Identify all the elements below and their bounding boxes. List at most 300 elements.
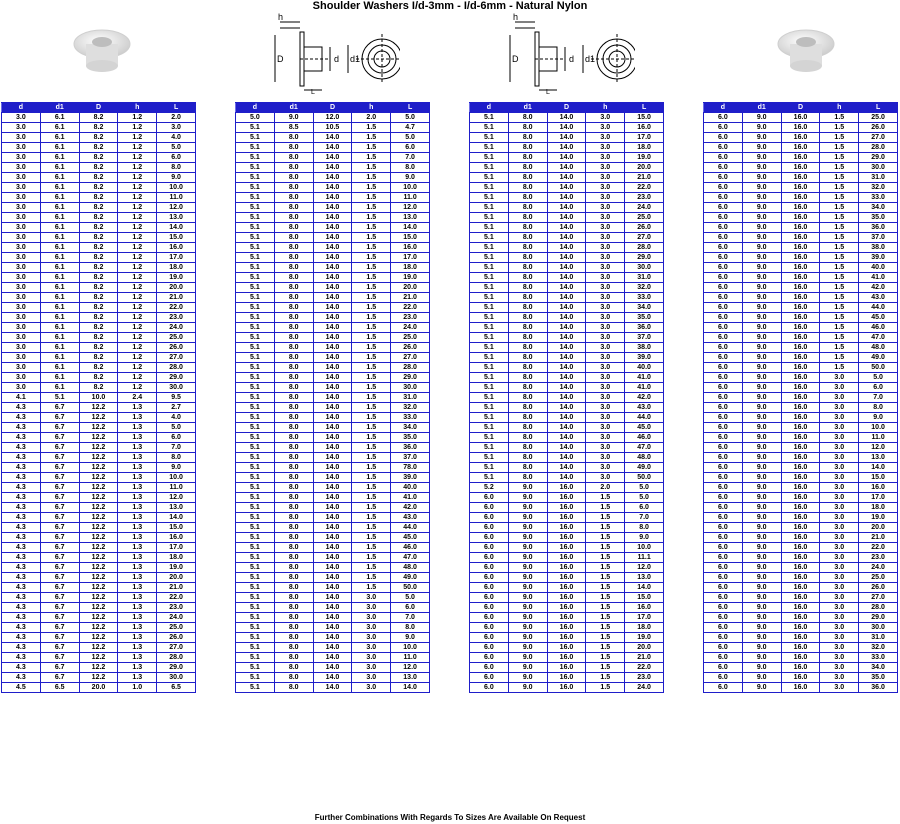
table-cell: 8.0 [274, 473, 313, 483]
table-cell: 10.5 [313, 123, 352, 133]
table-cell: 14.0 [547, 373, 586, 383]
table-cell: 14.0 [313, 183, 352, 193]
table-cell: 5.1 [470, 463, 509, 473]
table-row [2, 533, 196, 543]
table-row [470, 543, 664, 553]
table-cell: 41.0 [625, 373, 664, 383]
table-cell: 8.0 [274, 393, 313, 403]
table-cell: 8.0 [508, 293, 547, 303]
table-cell: 19.0 [859, 513, 898, 523]
table-cell: 22.0 [391, 303, 430, 313]
table-cell: 6.0 [470, 673, 509, 683]
table-cell: 16.0 [157, 243, 196, 253]
table-cell: 16.0 [781, 283, 820, 293]
table-row [236, 413, 430, 423]
table-cell: 5.1 [470, 413, 509, 423]
table-cell: 6.0 [704, 583, 743, 593]
table-cell: 1.2 [118, 163, 157, 173]
table-cell: 16.0 [781, 383, 820, 393]
table-cell: 3.0 [820, 513, 859, 523]
table-row [704, 273, 898, 283]
table-cell: 32.0 [625, 283, 664, 293]
table-cell: 6.1 [40, 263, 79, 273]
table-cell: 4.3 [2, 403, 41, 413]
table-cell: 28.0 [157, 363, 196, 373]
table-cell: 6.1 [40, 363, 79, 373]
table-cell: 14.0 [547, 343, 586, 353]
table-cell: 25.0 [859, 573, 898, 583]
table-cell: 18.0 [391, 263, 430, 273]
table-cell: 5.1 [236, 393, 275, 403]
table-row [236, 543, 430, 553]
table-cell: 5.1 [470, 363, 509, 373]
table-cell: 9.0 [508, 583, 547, 593]
table-cell: 1.5 [352, 393, 391, 403]
table-cell: 1.2 [118, 273, 157, 283]
table-cell: 34.0 [859, 203, 898, 213]
table-row [2, 233, 196, 243]
label-d: d [569, 54, 575, 64]
table-row [704, 163, 898, 173]
table-cell: 13.0 [625, 573, 664, 583]
table-row [2, 323, 196, 333]
table-cell: 14.0 [547, 333, 586, 343]
table-cell: 9.0 [742, 583, 781, 593]
table-cell: 1.2 [118, 213, 157, 223]
table-cell: 1.5 [586, 543, 625, 553]
column-header: d [2, 103, 41, 113]
table-cell: 6.0 [470, 513, 509, 523]
table-cell: 5.1 [236, 373, 275, 383]
table-cell: 3.0 [586, 173, 625, 183]
table-row [236, 633, 430, 643]
table-cell: 3.0 [586, 263, 625, 273]
table-row [470, 623, 664, 633]
table-cell: 4.3 [2, 553, 41, 563]
table-cell: 1.3 [118, 503, 157, 513]
table-cell: 8.0 [274, 413, 313, 423]
table-cell: 1.2 [118, 343, 157, 353]
table-cell: 9.0 [742, 453, 781, 463]
table-cell: 8.0 [274, 143, 313, 153]
table-cell: 1.5 [586, 643, 625, 653]
table-cell: 24.0 [625, 203, 664, 213]
table-cell: 9.0 [742, 463, 781, 473]
table-row [236, 683, 430, 693]
table-cell: 1.3 [118, 483, 157, 493]
table-row [236, 243, 430, 253]
table-cell: 13.0 [157, 503, 196, 513]
table-row [704, 173, 898, 183]
table-cell: 12.2 [79, 583, 118, 593]
table-cell: 14.0 [547, 213, 586, 223]
table-cell: 9.0 [742, 253, 781, 263]
table-cell: 5.0 [625, 493, 664, 503]
table-row [470, 183, 664, 193]
table-cell: 16.0 [547, 493, 586, 503]
table-cell: 25.0 [157, 333, 196, 343]
table-cell: 1.2 [118, 353, 157, 363]
table-cell: 16.0 [625, 123, 664, 133]
table-cell: 8.0 [274, 573, 313, 583]
table-cell: 14.0 [313, 503, 352, 513]
table-cell: 9.0 [742, 283, 781, 293]
table-cell: 2.4 [118, 393, 157, 403]
table-cell: 1.2 [118, 233, 157, 243]
table-cell: 3.0 [2, 203, 41, 213]
table-cell: 6.1 [40, 323, 79, 333]
table-cell: 8.0 [274, 163, 313, 173]
table-cell: 9.0 [508, 493, 547, 503]
table-cell: 1.5 [352, 313, 391, 323]
table-cell: 8.2 [79, 123, 118, 133]
table-row [704, 203, 898, 213]
table-row [2, 573, 196, 583]
table-cell: 9.0 [391, 173, 430, 183]
table-row [2, 623, 196, 633]
table-cell: 6.0 [704, 683, 743, 693]
table-cell: 1.2 [118, 123, 157, 133]
table-cell: 34.0 [391, 423, 430, 433]
table-cell: 16.0 [781, 663, 820, 673]
table-cell: 1.3 [118, 643, 157, 653]
table-cell: 18.0 [625, 143, 664, 153]
table-row [2, 443, 196, 453]
table-cell: 4.3 [2, 613, 41, 623]
table-cell: 3.0 [586, 453, 625, 463]
table-row [470, 393, 664, 403]
table-row [470, 333, 664, 343]
table-cell: 8.0 [274, 453, 313, 463]
table-cell: 1.2 [118, 173, 157, 183]
table-cell: 16.0 [547, 633, 586, 643]
table-cell: 1.3 [118, 543, 157, 553]
table-cell: 29.0 [157, 373, 196, 383]
table-cell: 27.0 [625, 233, 664, 243]
table-cell: 6.0 [859, 383, 898, 393]
table-cell: 12.0 [859, 443, 898, 453]
table-cell: 14.0 [313, 413, 352, 423]
table-cell: 5.1 [236, 303, 275, 313]
table-cell: 6.7 [40, 543, 79, 553]
table-cell: 16.0 [547, 513, 586, 523]
table-cell: 3.0 [820, 653, 859, 663]
table-cell: 5.1 [236, 653, 275, 663]
table-cell: 48.0 [859, 343, 898, 353]
table-cell: 3.0 [820, 553, 859, 563]
table-cell: 4.3 [2, 583, 41, 593]
table-cell: 3.0 [586, 423, 625, 433]
table-cell: 3.0 [2, 243, 41, 253]
table-cell: 6.0 [391, 603, 430, 613]
table-cell: 22.0 [625, 183, 664, 193]
table-cell: 8.0 [508, 133, 547, 143]
table-cell: 9.0 [742, 483, 781, 493]
table-row [2, 463, 196, 473]
table-cell: 9.0 [742, 173, 781, 183]
table-row [470, 313, 664, 323]
table-row [236, 303, 430, 313]
table-cell: 1.5 [820, 173, 859, 183]
table-cell: 6.0 [470, 553, 509, 563]
table-cell: 6.0 [704, 493, 743, 503]
table-cell: 4.3 [2, 443, 41, 453]
table-cell: 1.5 [352, 343, 391, 353]
table-row [2, 213, 196, 223]
table-cell: 8.0 [508, 363, 547, 373]
table-row [704, 443, 898, 453]
table-cell: 1.5 [352, 453, 391, 463]
table-row [236, 193, 430, 203]
table-row [236, 613, 430, 623]
table-cell: 4.3 [2, 433, 41, 443]
table-cell: 5.1 [236, 363, 275, 373]
table-row [470, 563, 664, 573]
table-cell: 16.0 [781, 653, 820, 663]
table-row [704, 213, 898, 223]
table-cell: 12.2 [79, 613, 118, 623]
table-cell: 9.0 [742, 143, 781, 153]
table-cell: 6.0 [704, 113, 743, 123]
table-cell: 5.1 [470, 123, 509, 133]
table-cell: 16.0 [547, 483, 586, 493]
table-cell: 9.0 [508, 653, 547, 663]
label-D: D [512, 54, 519, 64]
table-cell: 12.2 [79, 403, 118, 413]
table-cell: 16.0 [859, 483, 898, 493]
table-cell: 6.0 [704, 453, 743, 463]
table-cell: 32.0 [391, 403, 430, 413]
table-cell: 16.0 [781, 603, 820, 613]
table-cell: 4.3 [2, 513, 41, 523]
table-cell: 6.1 [40, 133, 79, 143]
table-cell: 29.0 [157, 663, 196, 673]
table-cell: 6.0 [470, 633, 509, 643]
table-cell: 8.0 [508, 283, 547, 293]
table-cell: 16.0 [781, 263, 820, 273]
table-cell: 15.0 [157, 233, 196, 243]
table-cell: 19.0 [157, 563, 196, 573]
table-cell: 8.0 [157, 453, 196, 463]
table-cell: 8.0 [274, 503, 313, 513]
table-cell: 12.2 [79, 453, 118, 463]
table-cell: 12.0 [391, 203, 430, 213]
table-cell: 47.0 [391, 553, 430, 563]
table-cell: 14.0 [313, 133, 352, 143]
table-cell: 21.0 [859, 533, 898, 543]
table-cell: 6.1 [40, 373, 79, 383]
table-cell: 1.5 [820, 183, 859, 193]
table-cell: 1.3 [118, 423, 157, 433]
table-cell: 7.0 [157, 443, 196, 453]
table-cell: 6.1 [40, 253, 79, 263]
table-cell: 3.0 [820, 673, 859, 683]
table-row [2, 603, 196, 613]
table-cell: 37.0 [625, 333, 664, 343]
table-cell: 3.0 [820, 583, 859, 593]
table-cell: 15.0 [625, 113, 664, 123]
table-row [704, 373, 898, 383]
table-row [704, 463, 898, 473]
table-cell: 5.1 [470, 423, 509, 433]
table-cell: 1.5 [352, 423, 391, 433]
table-cell: 16.0 [781, 113, 820, 123]
table-cell: 8.2 [79, 243, 118, 253]
table-cell: 9.0 [508, 633, 547, 643]
table-cell: 35.0 [859, 213, 898, 223]
table-row [704, 123, 898, 133]
table-cell: 16.0 [547, 543, 586, 553]
table-cell: 49.0 [859, 353, 898, 363]
table-cell: 1.2 [118, 153, 157, 163]
table-cell: 14.0 [313, 553, 352, 563]
table-cell: 16.0 [781, 643, 820, 653]
table-cell: 3.0 [2, 253, 41, 263]
table-row [236, 283, 430, 293]
table-cell: 1.5 [820, 333, 859, 343]
table-cell: 12.2 [79, 463, 118, 473]
table-cell: 6.0 [470, 583, 509, 593]
washer-photo-left [66, 22, 138, 76]
table-cell: 5.1 [236, 273, 275, 283]
table-cell: 6.7 [40, 673, 79, 683]
table-cell: 14.0 [547, 403, 586, 413]
table-cell: 1.5 [352, 413, 391, 423]
table-cell: 14.0 [313, 673, 352, 683]
table-cell: 6.0 [157, 433, 196, 443]
table-cell: 17.0 [157, 253, 196, 263]
table-cell: 3.0 [2, 123, 41, 133]
table-cell: 5.1 [470, 203, 509, 213]
table-row [236, 373, 430, 383]
table-cell: 45.0 [391, 533, 430, 543]
table-cell: 1.5 [820, 353, 859, 363]
table-cell: 3.0 [586, 183, 625, 193]
table-cell: 3.0 [586, 333, 625, 343]
table-row [236, 403, 430, 413]
table-cell: 8.0 [274, 243, 313, 253]
table-cell: 5.1 [236, 183, 275, 193]
table-cell: 11.1 [625, 553, 664, 563]
table-cell: 6.0 [704, 463, 743, 473]
table-cell: 16.0 [781, 503, 820, 513]
table-cell: 12.2 [79, 663, 118, 673]
table-cell: 12.2 [79, 543, 118, 553]
table-row [2, 243, 196, 253]
table-cell: 8.0 [508, 173, 547, 183]
table-cell: 6.7 [40, 413, 79, 423]
table-cell: 41.0 [859, 273, 898, 283]
table-cell: 6.0 [704, 223, 743, 233]
table-cell: 16.0 [781, 463, 820, 473]
table-cell: 3.0 [586, 353, 625, 363]
table-cell: 1.5 [820, 253, 859, 263]
table-cell: 8.0 [391, 163, 430, 173]
table-row [236, 183, 430, 193]
table-cell: 3.0 [586, 273, 625, 283]
table-row [236, 623, 430, 633]
table-cell: 35.0 [625, 313, 664, 323]
table-cell: 16.0 [781, 493, 820, 503]
table-cell: 8.2 [79, 333, 118, 343]
table-row [470, 673, 664, 683]
table-cell: 8.0 [274, 313, 313, 323]
table-cell: 1.3 [118, 463, 157, 473]
table-cell: 5.1 [236, 533, 275, 543]
table-cell: 8.2 [79, 363, 118, 373]
table-cell: 14.0 [313, 173, 352, 183]
table-row [236, 443, 430, 453]
table-cell: 37.0 [391, 453, 430, 463]
table-cell: 3.0 [820, 453, 859, 463]
table-cell: 1.5 [586, 553, 625, 563]
table-cell: 14.0 [313, 313, 352, 323]
table-cell: 1.5 [352, 153, 391, 163]
table-cell: 8.2 [79, 353, 118, 363]
table-cell: 7.0 [625, 513, 664, 523]
table-cell: 12.0 [391, 663, 430, 673]
table-row [704, 623, 898, 633]
table-cell: 8.0 [508, 153, 547, 163]
table-cell: 3.0 [2, 173, 41, 183]
table-cell: 25.0 [157, 623, 196, 633]
table-row [236, 553, 430, 563]
table-cell: 1.5 [352, 123, 391, 133]
table-cell: 4.3 [2, 633, 41, 643]
table-cell: 6.0 [470, 493, 509, 503]
table-cell: 1.5 [352, 553, 391, 563]
table-cell: 6.0 [704, 573, 743, 583]
table-cell: 6.0 [704, 253, 743, 263]
table-cell: 14.0 [547, 413, 586, 423]
table-cell: 1.5 [352, 143, 391, 153]
table-cell: 5.1 [470, 333, 509, 343]
table-cell: 3.0 [2, 233, 41, 243]
table-cell: 4.3 [2, 463, 41, 473]
table-cell: 22.0 [157, 593, 196, 603]
table-cell: 14.0 [157, 513, 196, 523]
table-row [2, 153, 196, 163]
table-cell: 26.0 [157, 633, 196, 643]
table-cell: 16.0 [781, 163, 820, 173]
table-cell: 31.0 [859, 173, 898, 183]
table-cell: 1.3 [118, 523, 157, 533]
table-cell: 42.0 [391, 503, 430, 513]
table-row [470, 123, 664, 133]
table-cell: 5.1 [236, 173, 275, 183]
table-cell: 3.0 [586, 133, 625, 143]
table-cell: 9.0 [742, 153, 781, 163]
table-row [236, 473, 430, 483]
table-row [2, 273, 196, 283]
table-cell: 6.1 [40, 203, 79, 213]
table-cell: 3.0 [820, 603, 859, 613]
table-row [2, 203, 196, 213]
table-cell: 1.5 [820, 233, 859, 243]
table-cell: 12.2 [79, 533, 118, 543]
table-cell: 8.0 [508, 213, 547, 223]
table-cell: 14.0 [547, 233, 586, 243]
table-cell: 5.0 [236, 113, 275, 123]
table-cell: 20.0 [625, 163, 664, 173]
table-cell: 1.5 [586, 683, 625, 693]
table-row [236, 573, 430, 583]
table-row [470, 373, 664, 383]
table-cell: 6.7 [40, 613, 79, 623]
table-cell: 6.0 [704, 283, 743, 293]
table-cell: 8.0 [859, 403, 898, 413]
table-cell: 13.0 [391, 213, 430, 223]
